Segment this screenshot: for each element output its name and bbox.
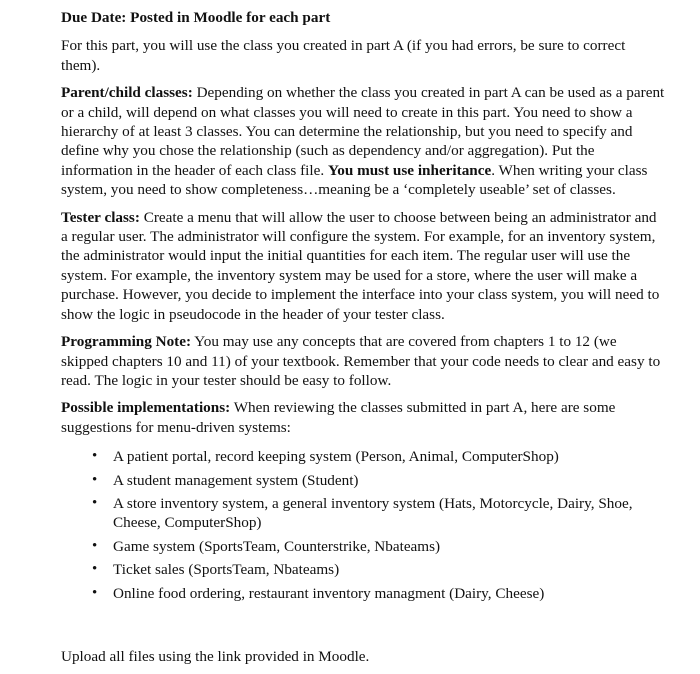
- bullet-icon: •: [92, 561, 98, 578]
- list-item: [92, 471, 667, 490]
- parent-child-text-a: Depending on whether the class you created in part A can be used as a parent or a child, will depend on what classes you will need to create in this part. You need to show a hierarchy of at least 3 classes. You can determine the relationship, but you need to specify and define why you chose the relationship (such as dependency and/or aggregation). Put the information in the header of each class file.: [61, 84, 665, 179]
- tester-text: Create a menu that will allow the user to choose between being an administrator and a regular user. The administrator will configure the system. For example, for an inventory system, the administrator would input the initial quantities for each item. The regular user will use the system. For example, the inventory system may be used for a store, where the user will make a purchase. However, you decide to implement the interface into your class system, you will need to show the logic in pseudocode in the header of your tester class.: [61, 208, 660, 323]
- bullet-icon: •: [92, 494, 98, 511]
- assignment-document: [61, 8, 667, 674]
- upload-note: Upload all files using the link provided in Moodle.: [61, 647, 370, 665]
- list-item-text: A patient portal, record keeping system (Person, Animal, ComputerShop): [113, 448, 559, 466]
- list-item-text: Ticket sales (SportsTeam, Nbateams): [113, 561, 340, 579]
- programming-note-text: You may use any concepts that are covered from chapters 1 to 12 (we skipped chapters 10 and 11) of your textbook. Remember that your code needs to clear and easy to read. The logic in your tester should be easy to follow.: [61, 333, 661, 389]
- list-item: [92, 447, 667, 466]
- parent-child-text-b: . When writing your class system, you need to show completeness…meaning be a ‘completely useable’ set of classes.: [61, 161, 648, 199]
- tester-label: Tester class:: [61, 208, 140, 226]
- bullet-icon: •: [92, 471, 98, 488]
- inheritance-emphasis: You must use inheritance: [327, 161, 492, 179]
- implementations-label: Possible implementations:: [61, 399, 231, 417]
- programming-note-paragraph: [61, 332, 667, 390]
- bullet-icon: •: [92, 584, 98, 601]
- list-item-text: A store inventory system, a general inventory system (Hats, Motorcycle, Dairy, Shoe, Cheese, ComputerShop): [113, 494, 633, 532]
- list-item: [92, 537, 667, 556]
- list-item: [92, 494, 667, 533]
- tester-paragraph: [61, 208, 667, 324]
- parent-child-label: Parent/child classes:: [61, 84, 193, 102]
- list-item: [92, 584, 667, 603]
- list-item-text: Online food ordering, restaurant inventory managment (Dairy, Cheese): [113, 584, 545, 602]
- parent-child-paragraph: [61, 83, 667, 199]
- programming-note-label: Programming Note:: [61, 333, 192, 351]
- bullet-icon: •: [92, 537, 98, 554]
- implementations-paragraph: [61, 398, 667, 437]
- list-item: [92, 560, 667, 579]
- bullet-icon: •: [92, 448, 98, 465]
- list-item-text: Game system (SportsTeam, Counterstrike, Nbateams): [113, 537, 441, 555]
- implementations-text: When reviewing the classes submitted in part A, here are some suggestions for menu-driven systems:: [61, 399, 616, 436]
- implementations-list: [61, 447, 667, 603]
- intro-paragraph: For this part, you will use the class you created in part A (if you had errors, be sure to correct them).: [61, 37, 626, 74]
- due-date-heading: Due Date: Posted in Moodle for each part: [61, 9, 331, 26]
- list-item-text: A student management system (Student): [113, 471, 359, 489]
